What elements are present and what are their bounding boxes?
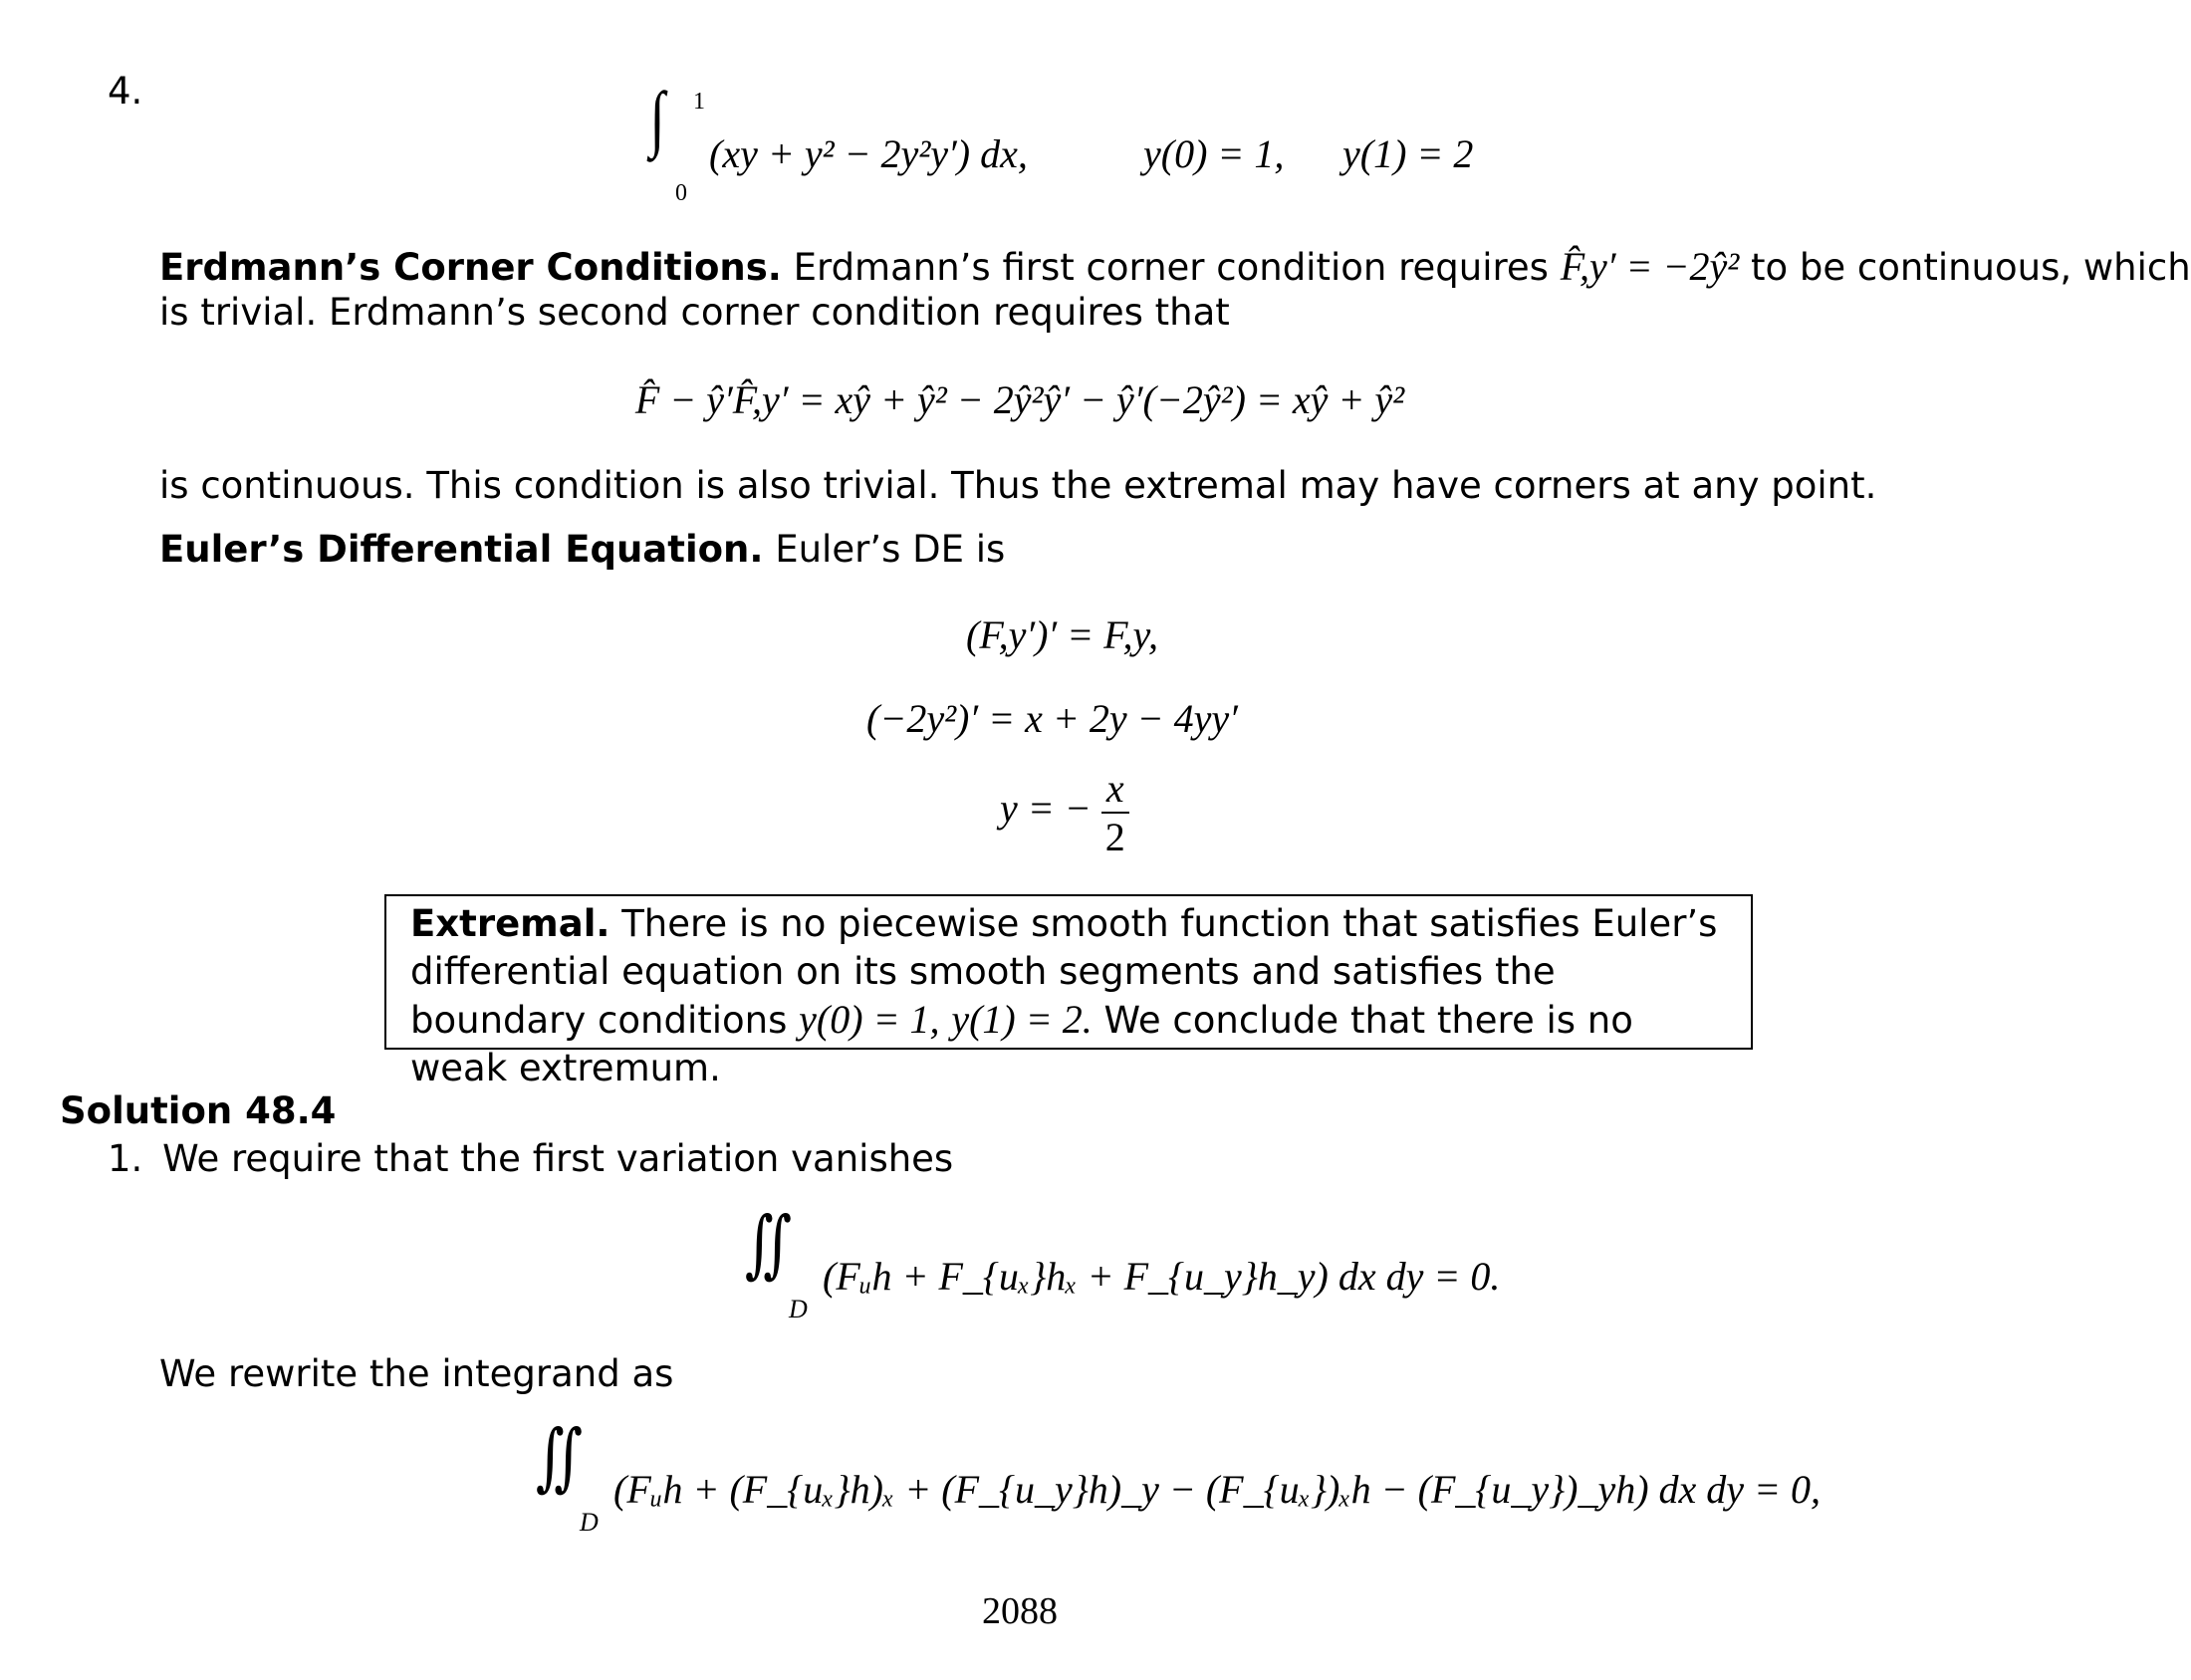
euler-text: Euler’s DE is — [775, 528, 1006, 571]
rewrite-text: We rewrite the integrand as — [159, 1352, 674, 1395]
domain-subscript-2: D — [580, 1508, 599, 1537]
page-number: 2088 — [982, 1590, 1058, 1632]
fraction-denominator: 2 — [1104, 815, 1125, 859]
integral-lower-limit: 0 — [675, 180, 687, 206]
extremal-text1: There is no piecewise smooth function that satisfies Euler’s differential equation on its smooth segments and satisfies the boundary conditions — [410, 902, 1718, 1042]
erdmann-after-text: is continuous. This condition is also trivial. Thus the extremal may have corners at any point. — [159, 464, 1877, 507]
integral-sign: ∫ — [649, 78, 665, 159]
fraction-numerator: x — [1101, 765, 1129, 814]
domain-subscript: D — [789, 1295, 808, 1323]
euler-eq3-lhs: y = − — [1000, 786, 1092, 832]
euler-eq3-fraction — [1101, 765, 1129, 860]
extremal-box — [384, 894, 1753, 1089]
double-integral-sign-2: ∬ — [535, 1417, 584, 1499]
item-number: 4. — [108, 70, 143, 113]
euler-eq3 — [1000, 765, 1129, 860]
erdmann-paragraph-line2: is trivial. Erdmann’s second corner condition requires that — [159, 291, 1230, 334]
extremal-text2: We conclude that there is no weak extremum. — [410, 999, 1633, 1089]
euler-eq1: (F,y′)′ = F,y, — [966, 612, 1158, 657]
rewrite-integrand: (Fᵤh + (F_{uₓ}h)ₓ + (F_{u_y}h)_y − (F_{uₓ})ₓh − (F_{u_y})_yh) dx dy = 0, — [613, 1467, 1822, 1512]
erdmann-paragraph-line1 — [159, 243, 2191, 290]
erdmann-equation: F̂ − ŷ′F̂,y′ = xŷ + ŷ² − 2ŷ²ŷ′ − ŷ′(−2ŷ²) = xŷ + ŷ² — [634, 377, 1405, 422]
boundary-condition-1: y(1) = 2 — [1342, 131, 1474, 176]
integral-upper-limit: 1 — [693, 89, 705, 115]
erdmann-line1-tail: to be continuous, which — [1750, 246, 2191, 289]
euler-heading: Euler’s Differential Equation. — [159, 528, 764, 571]
extremal-heading: Extremal. — [410, 902, 610, 945]
solution-item-text: We require that the first variation vanishes — [162, 1137, 954, 1180]
extremal-bc1: y(0) = 1, — [799, 997, 940, 1042]
boundary-condition-0: y(0) = 1, — [1143, 131, 1285, 176]
problem-integrand: (xy + y² − 2y²y′) dx, — [709, 131, 1028, 176]
first-variation-integrand: (Fᵤh + F_{uₓ}hₓ + F_{u_y}h_y) dx dy = 0. — [823, 1254, 1501, 1299]
erdmann-line1-math: F̂,y′ = −2ŷ² — [1560, 244, 1740, 289]
extremal-bc2: y(1) = 2. — [951, 997, 1093, 1042]
solution-item-number: 1. — [108, 1137, 143, 1180]
erdmann-line1-text: Erdmann’s first corner condition requires — [793, 246, 1549, 289]
double-integral-sign: ∬ — [744, 1204, 793, 1286]
solution-item-1 — [108, 1137, 953, 1180]
solution-heading: Solution 48.4 — [60, 1089, 337, 1132]
euler-eq2: (−2y²)′ = x + 2y − 4yy′ — [866, 696, 1238, 741]
erdmann-heading: Erdmann’s Corner Conditions. — [159, 246, 782, 289]
euler-paragraph — [159, 528, 1005, 571]
